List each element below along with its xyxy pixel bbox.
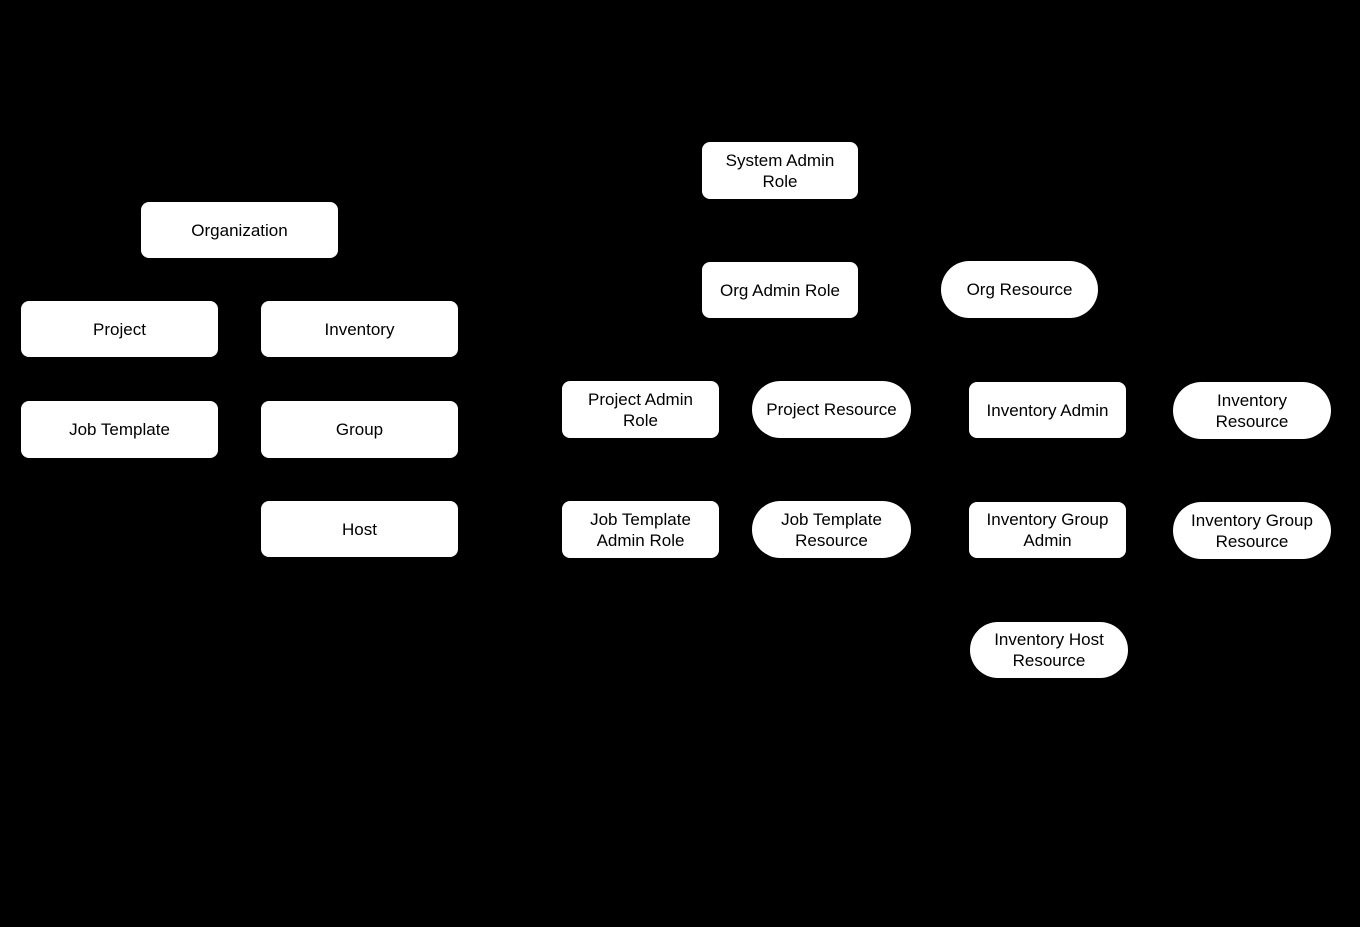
node-project-label: Project bbox=[93, 319, 146, 339]
node-inventory-host-resource bbox=[970, 622, 1128, 678]
node-organization bbox=[141, 202, 338, 258]
node-inventory-group-resource-label: Inventory Group Resource bbox=[1191, 510, 1313, 551]
node-inventory-host-resource-label: Inventory Host Resource bbox=[994, 630, 1104, 670]
node-inventory bbox=[261, 301, 458, 357]
node-job-template-admin-role-label: Job Template Admin Role bbox=[590, 509, 691, 550]
node-inventory-resource-label: Inventory Resource bbox=[1215, 390, 1289, 431]
node-host bbox=[261, 501, 458, 557]
node-org-resource-label: Org Resource bbox=[966, 280, 1073, 299]
node-job-template-resource-label: Job Template Resource bbox=[781, 509, 882, 550]
node-project-resource-label: Project Resource bbox=[766, 400, 897, 419]
node-inventory-admin bbox=[969, 382, 1126, 438]
node-group-label: Group bbox=[335, 420, 384, 439]
node-inventory-admin-label: Inventory Admin bbox=[986, 400, 1109, 420]
node-system-admin-role bbox=[702, 142, 858, 199]
node-org-resource bbox=[941, 261, 1098, 318]
node-host-label: Host bbox=[342, 519, 377, 539]
node-system-admin-role-label: System Admin Role bbox=[725, 150, 835, 191]
node-inventory-label: Inventory bbox=[324, 319, 395, 339]
node-job-template-resource bbox=[752, 501, 911, 558]
node-inventory-resource bbox=[1173, 382, 1331, 439]
node-inventory-group-admin-label: Inventory Group Admin bbox=[986, 510, 1109, 550]
node-job-template-label: Job Template bbox=[69, 420, 170, 439]
node-inventory-group-resource bbox=[1173, 502, 1331, 559]
node-organization-label: Organization bbox=[191, 220, 288, 240]
node-project-admin-role-label: Project Admin Role bbox=[588, 389, 693, 430]
node-project-admin-role bbox=[562, 381, 719, 438]
node-job-template-admin-role bbox=[562, 501, 719, 558]
node-org-admin-role-label: Org Admin Role bbox=[720, 280, 840, 300]
node-group bbox=[261, 401, 458, 458]
node-inventory-group-admin bbox=[969, 502, 1126, 558]
node-org-admin-role bbox=[702, 262, 858, 318]
node-project-resource bbox=[752, 381, 911, 438]
node-project bbox=[21, 301, 218, 357]
node-job-template bbox=[21, 401, 218, 458]
